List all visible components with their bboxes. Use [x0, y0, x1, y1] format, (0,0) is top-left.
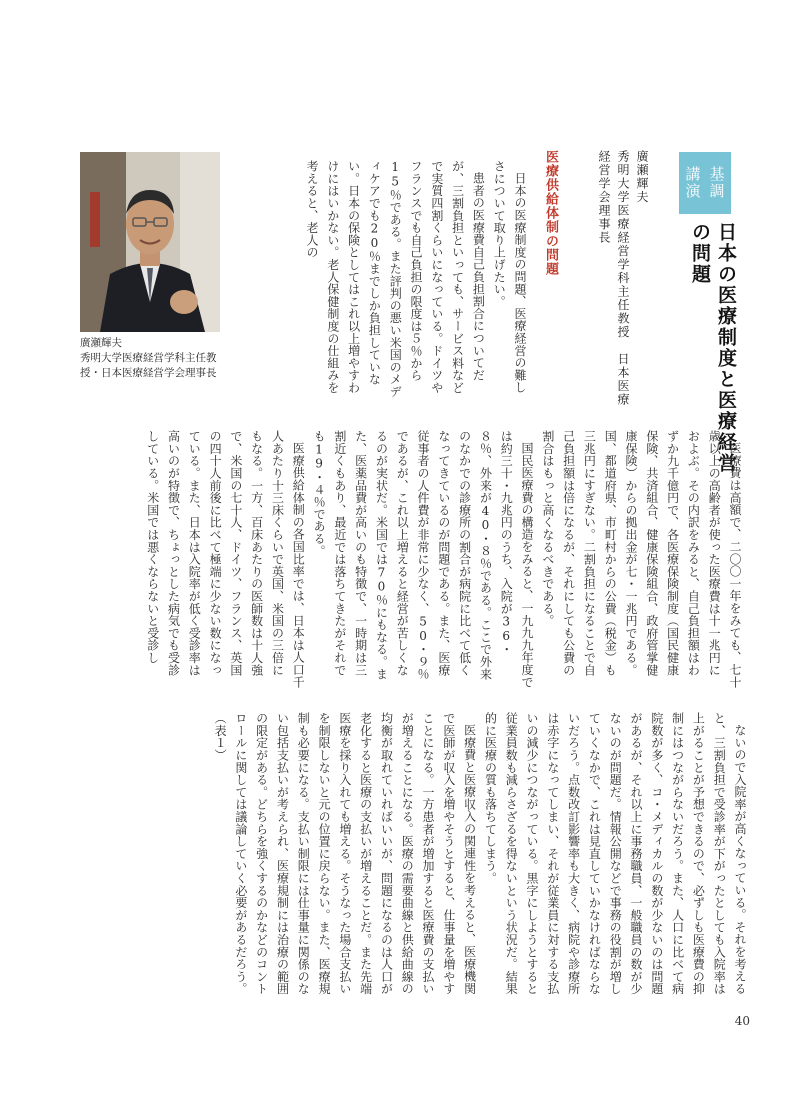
caption-name: 廣瀬輝夫: [80, 337, 122, 349]
paragraph: 医療費と医療収入の関連性を考えると、医療機関で医師が収入を増やそうとすると、仕事量を増やすことになる。一方患者が増加すると医療費の支払いが増えることになる。医療の需要曲線と供給曲線の均衡が取れていればいいが、問題になるのは人口が老化すると医療の支払いが増えることだ。また先端医療を採り入れても増える。そうなった場合支払いを制限しないと元の位置に戻らない。また、医療規制も必要になる。支払い制限には仕事量に関係のない包括支払いが考えられ、医療規制には治療の範囲の限定がある。どちらを強くするのかなどのコントロールに関しては議論していく必要があるだろう。（表１）: [213, 712, 477, 995]
photo-caption: [80, 336, 250, 381]
body-column-2: [145, 430, 745, 688]
author-affiliation-2: 経営学会理事長: [597, 150, 611, 245]
author-name: 廣瀬輝夫: [635, 150, 649, 204]
section-heading: 医療供給体制の問題: [543, 150, 558, 276]
paragraph: 医療費は高額で、二〇〇一年をみても、七十歳以上の高齢者が使った医療費は十一兆円におよぶ。その内訳をみると、自己負担額はわずか九千億円で、各医療保険制度（国民健康保険、共済組合、健康保険組合、政府管掌健康保険）からの拠出金が七・一兆円である。国、都道府県、市町村からの公費（税金）も三兆円にすぎない。二割負担になることで自己負担額は倍になるが、それにしても公費の割合はもっと高くなるべきである。: [540, 430, 742, 688]
author-block: [595, 150, 651, 440]
paragraph: 日本の医療制度の問題、医療経営の難しさについて取り上げたい。: [492, 160, 527, 394]
author-affiliation-1: 秀明大学医療経営学科主任教授 日本医療: [616, 150, 630, 407]
article-title: 日本の医療制度と医療経営の問題: [689, 222, 737, 474]
lecture-tag-line2: 講演: [683, 166, 702, 200]
portrait-illustration: [80, 152, 220, 332]
author-portrait: [80, 152, 220, 332]
paragraph: 国民医療費の構造をみると、一九九九年度では約三十・九兆円のうち、入院が36・８％、外来が40・８％である。ここで外来のなかでの診療所の割合が病院に比べて低くなってきているのが問題である。また、医療従事者の人件費が非常に少なく、50・９％であるが、これ以上増えると経営が苦しくなるのが実状だ。米国では70％にもなる。また、医薬品費が高いのも特徴で、一時期は三割近くもあり、最近では落ちてきたがそれでも19・４％である。: [312, 430, 535, 688]
lecture-tag: [679, 152, 731, 214]
body-column-3: [70, 712, 750, 1002]
page-number: 40: [734, 1014, 750, 1028]
lecture-tag-line1: 基調: [707, 166, 726, 200]
caption-line: 授・日本医療経営学会理事長: [80, 367, 217, 379]
paragraph: 患者の医療費自己負担割合についてだが、三割負担といっても、サービス料などで実質四割くらいになっている。ドイツやフランスでも自己負担の限度は５％から15％である。また評判の悪い米国のメディケアでも20％までしか負担していない。日本の保険としてはこれ以上増やすわけにはいかない。老人保健制度の仕組みを考えると、老人の: [305, 160, 486, 398]
paragraph: 医療供給体制の各国比率では、日本は人口千人あたり十三床くらいで英国、米国の三倍にもなる。一方、百床あたりの医師数は十人強で、米国の七十人、ドイツ、フランス、英国の四十人前後に比べて極端に少ない数になっている。また、日本は入院率が低く受診率は高いのが特徴で、ちょっとした病気でも受診している。米国では悪くならないと受診し: [145, 430, 306, 688]
body-column-1: [280, 160, 530, 400]
caption-line: 秀明大学医療経営学科主任教: [80, 352, 217, 364]
paragraph: ないので入院率が高くなっている。それを考えると、三割負担で受診率が下がったとしても入院率は上がることが予想できるので、必ずしも医療費の抑制にはつながらないだろう。また、人口に比べて病院数が多く、コ・メディカルの数が少ないのは問題があるが、それ以上に事務職員、一般職員の数が少ないのが問題だ。情報公開などで事務の役割が増していくなかで、これは見直していかなければならないだろう。点数改訂影響率も大きく、病院や診療所は赤字になってしまい、それが従業員に対する支払いの減少につながっている。黒字にしようとすると従業員数も減らさざるを得ないという状況だ。結果的に医療の質も落ちてしまう。: [483, 712, 747, 995]
